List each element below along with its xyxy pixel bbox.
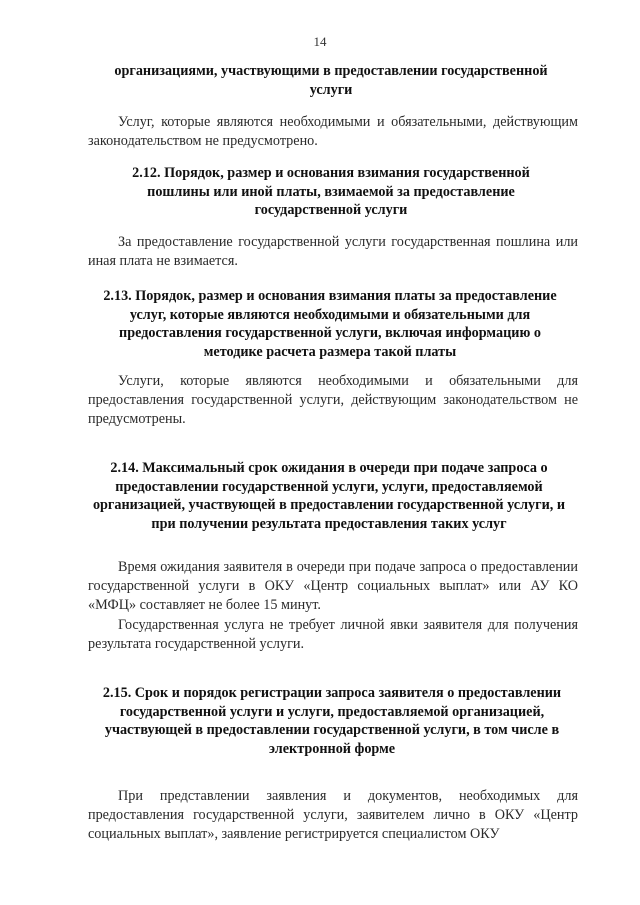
section-2-15-paragraph: При представлении заявления и документов, необходимых для предоставления государственной услуги, заявителем лично в ОКУ «Центр социальных выплат», заявление регистрируется специалистом ОКУ bbox=[88, 788, 578, 843]
section-2-14-title: 2.14. Максимальный срок ожидания в очереди при подаче запроса о предоставлении государственной услуги, услуги, предоставляемой организацией, участвующей в предоставлении государственной услуги, и при получении результата предоставления таких услуг bbox=[92, 460, 566, 532]
section-2-12-title: 2.12. Порядок, размер и основания взимания государственной пошлины или иной платы, взимаемой за предоставление государственной услуги bbox=[132, 165, 530, 219]
section-2-14-paragraph-1: Время ожидания заявителя в очереди при подаче запроса о предоставлении государственной услуги в ОКУ «Центр социальных выплат» или АУ КО «МФЦ» составляет не более 15 минут. bbox=[88, 559, 578, 614]
section-2-14-paragraph-2: Государственная услуга не требует личной явки заявителя для получения результата государственной услуги. bbox=[88, 617, 578, 653]
page-number: 14 bbox=[313, 34, 327, 49]
section-2-13-paragraph: Услуги, которые являются необходимыми и обязательными для предоставления государственной услуги, действующим законодательством не предусмотрены. bbox=[88, 373, 578, 428]
section-2-13-title: 2.13. Порядок, размер и основания взимания платы за предоставление услуг, которые являются необходимыми и обязательными для предоставления государственной услуги, включая информацию о методике расчета размера такой платы bbox=[103, 288, 557, 360]
section-2-12-paragraph: За предоставление государственной услуги государственная пошлина или иная плата не взимается. bbox=[88, 234, 578, 270]
paragraph-services-not-required: Услуг, которые являются необходимыми и обязательными, действующим законодательством не предусмотрено. bbox=[88, 114, 578, 150]
section-2-15-title: 2.15. Срок и порядок регистрации запроса заявителя о предоставлении государственной услуги и услуги, предоставляемой организацией, участвующей в предоставлении государственной услуги, в том числе в электронной форме bbox=[102, 685, 562, 757]
heading-continuation: организациями, участвующими в предоставлении государственной услуги bbox=[114, 63, 548, 98]
